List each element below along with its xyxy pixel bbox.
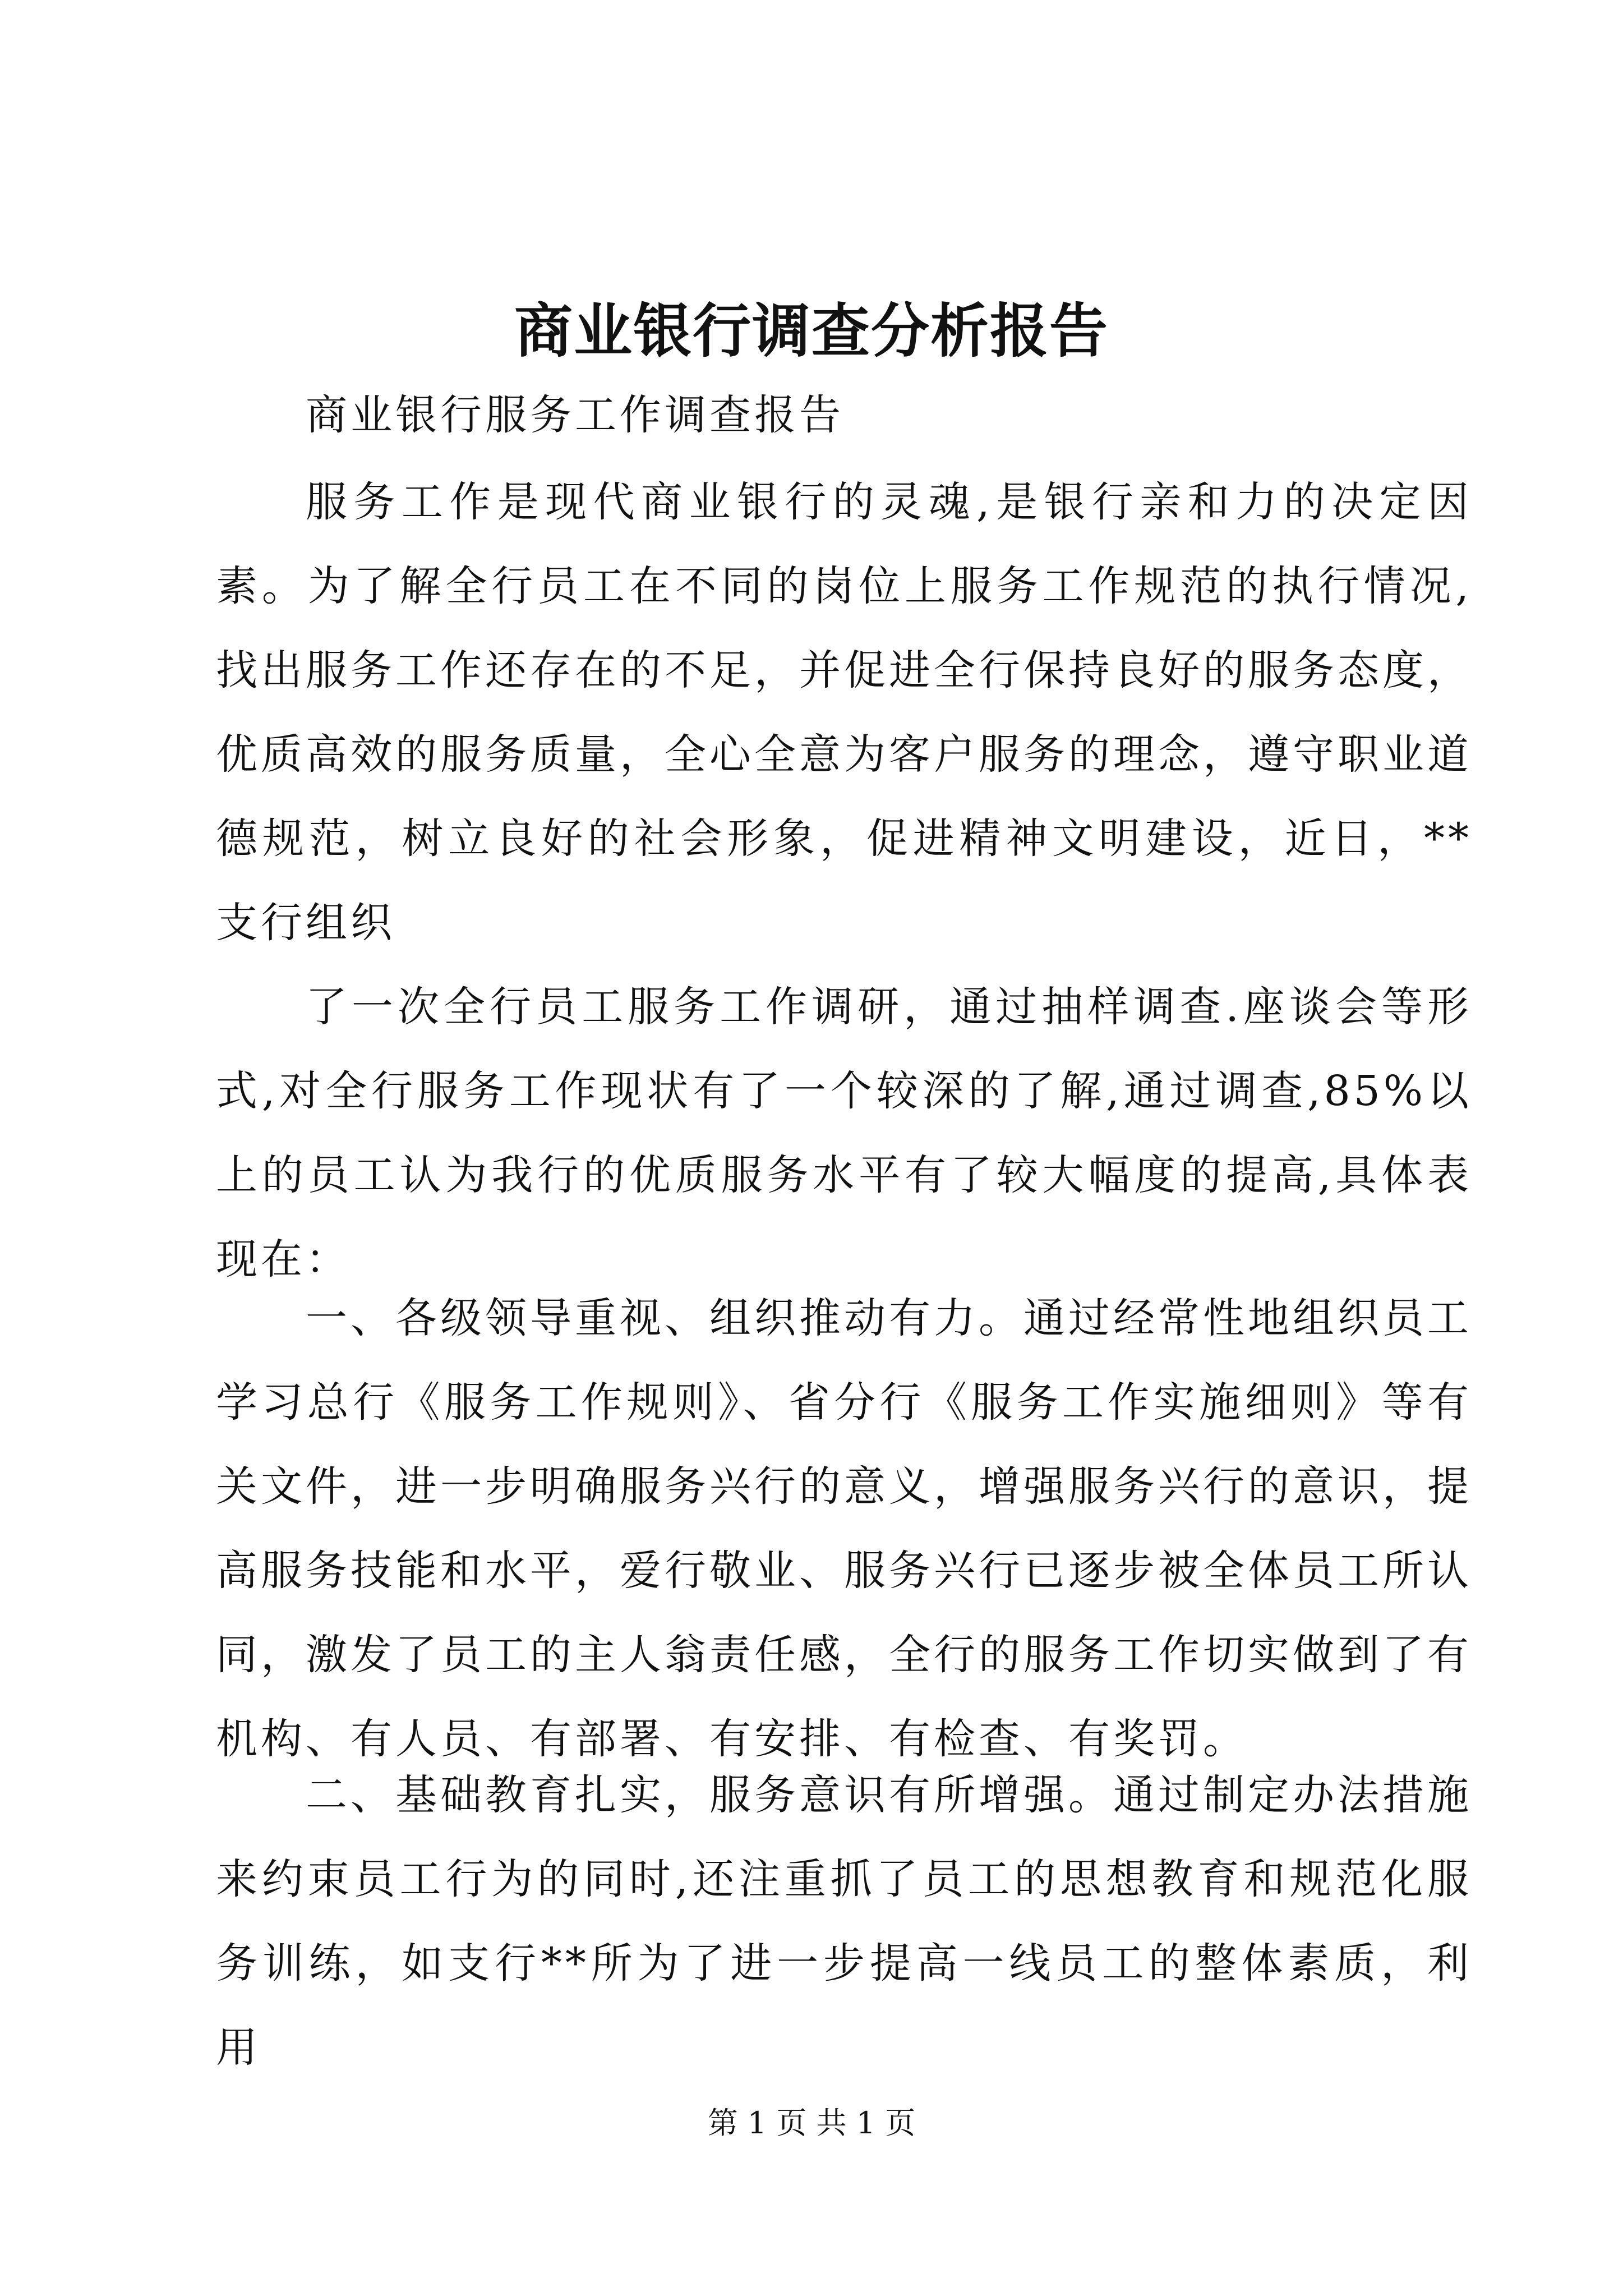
- paragraph-intro: 服务工作是现代商业银行的灵魂,是银行亲和力的决定因素。为了解全行员工在不同的岗位上服务工作规范的执行情况,找出服务工作还存在的不足，并促进全行保持良好的服务态度，优质高效的服务质量，全心全意为客户服务的理念，遵守职业道德规范，树立良好的社会形象，促进精神文明建设，近日，**支行组织: [216, 478, 1472, 947]
- page-footer: 第 1 页 共 1 页: [707, 2105, 916, 2141]
- paragraph-point-one: 一、各级领导重视、组织推动有力。通过经常性地组织员工学习总行《服务工作规则》、省分行《服务工作实施细则》等有关文件，进一步明确服务兴行的意义，增强服务兴行的意识，提高服务技能和水平，爱行敬业、服务兴行已逐步被全体员工所认同，激发了员工的主人翁责任感，全行的服务工作切实做到了有机构、有人员、有部署、有安排、有检查、有奖罚。: [216, 1294, 1472, 1763]
- paragraph-point-two: 二、基础教育扎实，服务意识有所增强。通过制定办法措施来约束员工行为的同时,还注重抓了员工的思想教育和规范化服务训练，如支行**所为了进一步提高一线员工的整体素质，利用: [216, 1771, 1472, 2072]
- document-title: 商业银行调查分析报告: [514, 296, 1109, 365]
- document-subtitle: 商业银行服务工作调查报告: [306, 391, 844, 439]
- paragraph-survey: 了一次全行员工服务工作调研，通过抽样调查.座谈会等形式,对全行服务工作现状有了一个较深的了解,通过调查,85%以上的员工认为我行的优质服务水平有了较大幅度的提高,具体表现在：: [216, 983, 1472, 1283]
